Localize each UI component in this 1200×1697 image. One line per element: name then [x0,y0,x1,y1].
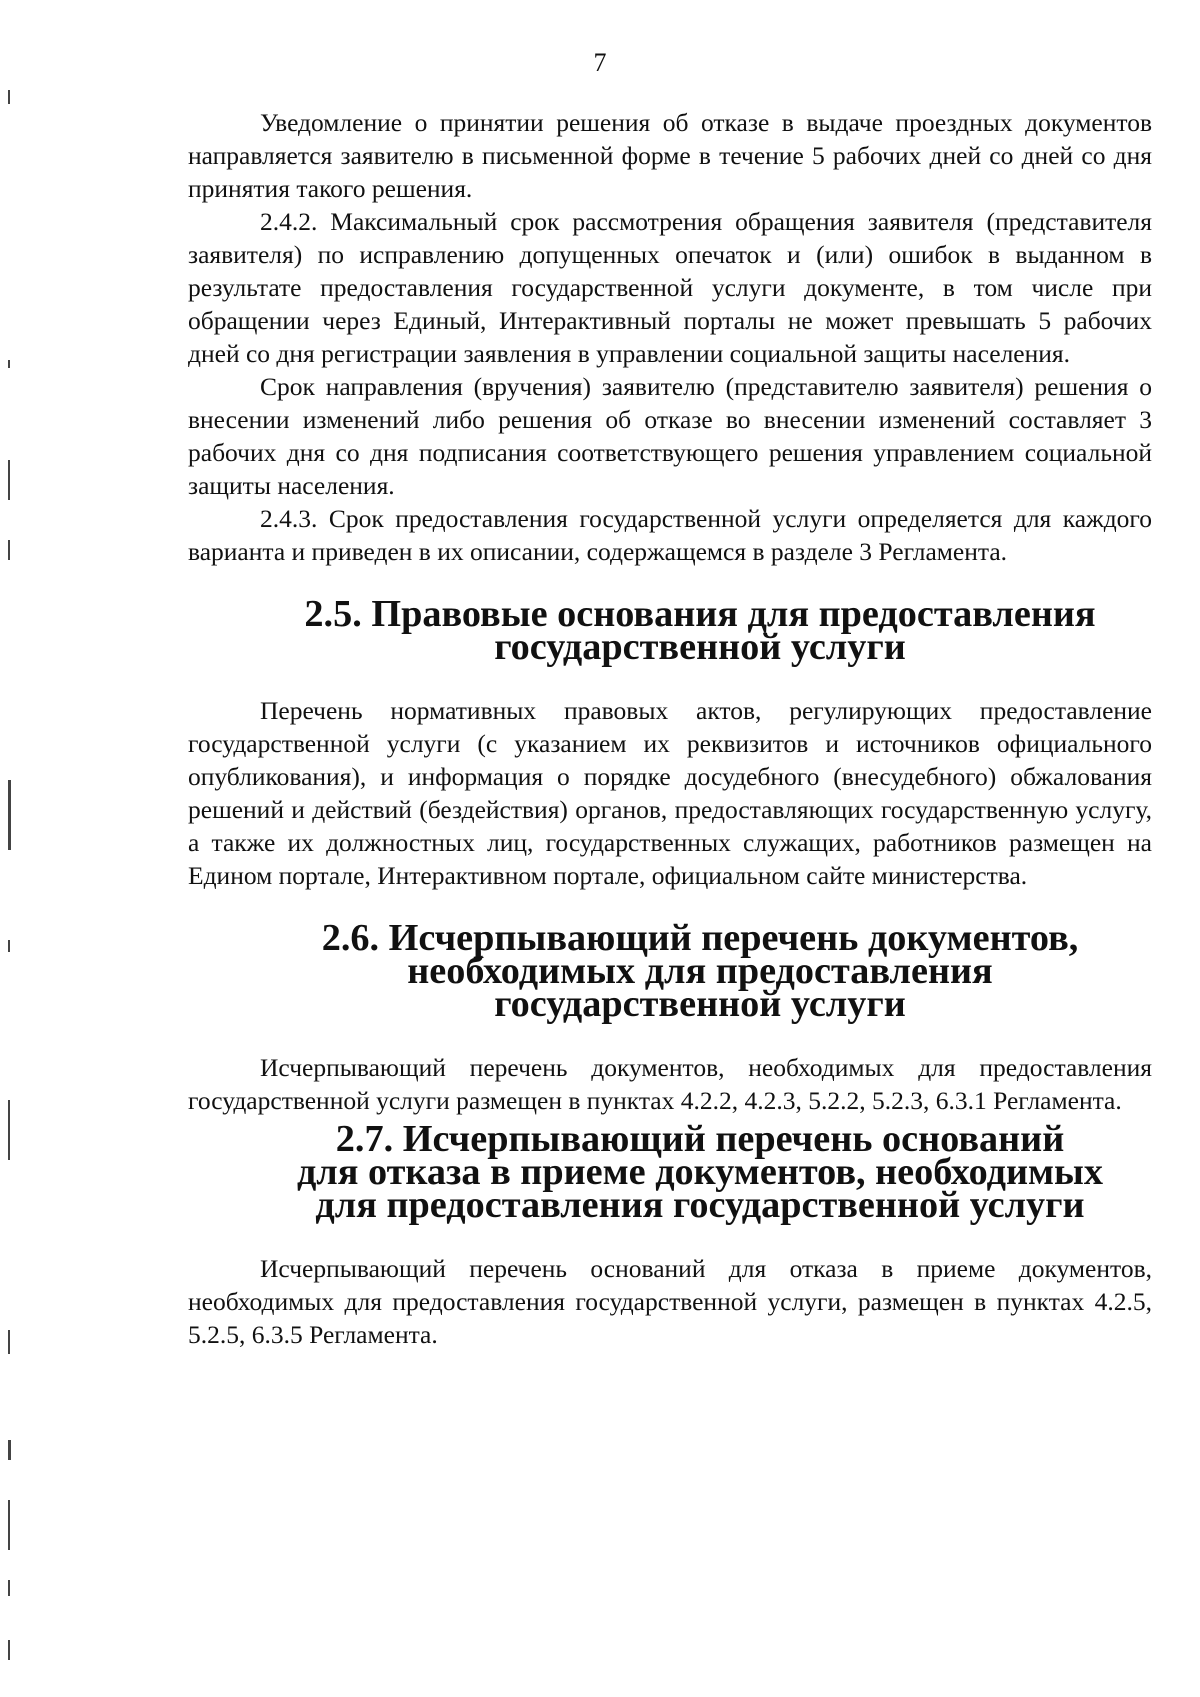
heading-2-7 [188,1118,1152,1226]
heading-2-7-line-3: для предоставления государственной услуги [315,1184,1085,1226]
heading-2-5-line-2: государственной услуги [494,626,906,668]
document-body [188,106,1152,1351]
heading-2-5-line-1: 2.5. Правовые основания для предоставления [304,593,1096,635]
paragraph-2-4-2: 2.4.2. Максимальный срок рассмотрения обращения заявителя (представителя заявителя) по исправлению допущенных опечаток и (или) ошибок в выданном в результате предоставления государственной услуги документе, в том числе при обращении через Единый, Интерактивный порталы не может превышать 5 рабочих дней со дня регистрации заявления в управлении социальной защиты населения. [188,207,1152,368]
paragraph-legal-acts: Перечень нормативных правовых актов, регулирующих предоставление государственной услуги (с указанием их реквизитов и источников официального опубликования), и информация о порядке досудебного (внесудебного) обжалования решений и действий (бездействия) органов, предоставляющих государственную услугу, а также их должностных лиц, государственных служащих, работников размещен на Едином портале, Интерактивном портале, официальном сайте министерства. [188,696,1152,890]
heading-2-7-line-1: 2.7. Исчерпывающий перечень оснований [335,1118,1065,1160]
paragraph-refusal-grounds: Исчерпывающий перечень оснований для отказа в приеме документов, необходимых для предоставления государственной услуги, размещен в пунктах 4.2.5, 5.2.5, 6.3.5 Регламента. [188,1254,1152,1349]
page-number: 7 [593,48,607,77]
scan-edge-marks [6,60,14,1670]
heading-2-6 [188,917,1152,1025]
paragraph-documents-list: Исчерпывающий перечень документов, необходимых для предоставления государственной услуги размещен в пунктах 4.2.2, 4.2.3, 5.2.2, 5.2.3, 6.3.1 Регламента. [188,1053,1152,1115]
heading-2-6-line-2: необходимых для предоставления [407,950,993,992]
paragraph-decision-delivery: Срок направления (вручения) заявителю (представителю заявителя) решения о внесении изменений либо решения об отказе во внесении изменений составляет 3 рабочих дня со дня подписания соответствующего решения управлением социальной защиты населения. [188,372,1152,500]
heading-2-6-line-1: 2.6. Исчерпывающий перечень документов, [321,917,1079,959]
paragraph-2-4-3: 2.4.3. Срок предоставления государственной услуги определяется для каждого варианта и приведен в их описании, содержащемся в разделе 3 Регламента. [188,504,1152,566]
heading-2-6-line-3: государственной услуги [494,983,906,1025]
paragraph-refusal-notice: Уведомление о принятии решения об отказе в выдаче проездных документов направляется заявителю в письменной форме в течение 5 рабочих дней со дней со дня принятия такого решения. [188,108,1152,203]
heading-2-5 [188,593,1152,668]
heading-2-7-line-2: для отказа в приеме документов, необходимых [296,1151,1104,1193]
